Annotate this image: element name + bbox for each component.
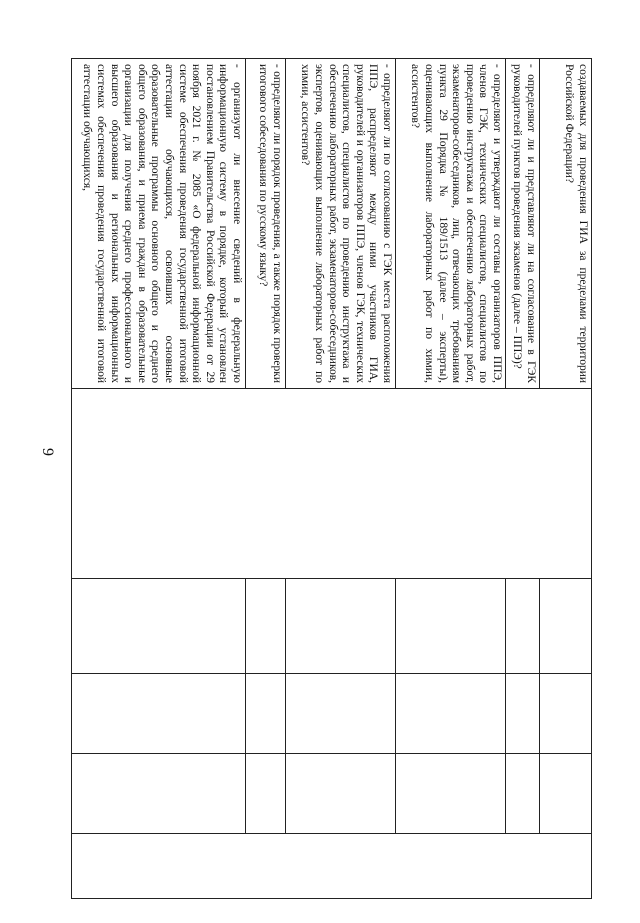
answer-cell xyxy=(540,754,592,834)
answer-cell xyxy=(396,674,506,754)
table-row xyxy=(540,59,592,899)
answer-cell xyxy=(72,674,246,754)
answer-cell xyxy=(540,674,592,754)
checklist-table xyxy=(71,58,592,899)
answer-cell xyxy=(72,389,592,579)
answer-cell xyxy=(540,579,592,674)
answer-cell xyxy=(72,754,246,834)
question-cell: - определяют ли и представляют ли на согласование в ГЭК руководителей пунктов проведения экзаменов (далее – ППЭ)? xyxy=(506,59,540,389)
answer-cell xyxy=(286,674,396,754)
question-cell: - организуют ли внесение сведений в федеральную информационную систему в порядке, который установлен постановлением Правительства Российской Федерации от 29 ноября 2021 г. № 2085 «О федеральной информационной системе обеспечения проведения государственной итоговой аттестации обучающихся, освоивших основные образовательные программы основного общего и среднего общего образования, и приема граждан в образовательные организации для получения среднего профессионального и высшего образования и региональных информационных системах обеспечения проведения государственной итоговой аттестации обучающихся, xyxy=(72,59,246,389)
answer-cell xyxy=(506,754,540,834)
question-cell: - определяют ли порядок проведения, а также порядок проверки итогового собеседования по русскому языку? xyxy=(246,59,286,389)
answer-cell xyxy=(246,674,286,754)
question-cell: создаваемых для проведения ГИА за пределами территории Российской Федерации? xyxy=(540,59,592,389)
answer-cell xyxy=(246,754,286,834)
answer-cell xyxy=(246,579,286,674)
answer-cell xyxy=(396,579,506,674)
answer-cell xyxy=(396,754,506,834)
answer-cell xyxy=(286,579,396,674)
answer-cell xyxy=(72,579,246,674)
page-number: 9 xyxy=(39,448,56,456)
question-cell: - определяют и утверждают ли составы организаторов ППЭ, членов ГЭК, технических специалистов, специалистов по проведению инструктажа и обеспечению лабораторных работ, экзаменаторов-собеседников, лиц, отвечающих требованиям пункта 29 Порядка № 189/1513 (далее – эксперты), оценивающих выполнение лабораторных работ по химии, ассистентов? xyxy=(396,59,506,389)
answer-cell xyxy=(286,754,396,834)
answer-cell xyxy=(506,674,540,754)
answer-cell xyxy=(506,579,540,674)
question-cell: - определяют ли по согласованию с ГЭК места расположения ППЭ, распределяют между ними участников ГИА, руководителей и организаторов ППЭ, членов ГЭК, технических специалистов, специалистов по проведению инструктажа и обеспечению лабораторных работ, экзаменаторов-собеседников, экспертов, оценивающих выполнение лабораторных работ по химии, ассистентов? xyxy=(286,59,396,389)
rotated-table-container xyxy=(72,58,592,898)
answer-cell xyxy=(72,834,592,899)
